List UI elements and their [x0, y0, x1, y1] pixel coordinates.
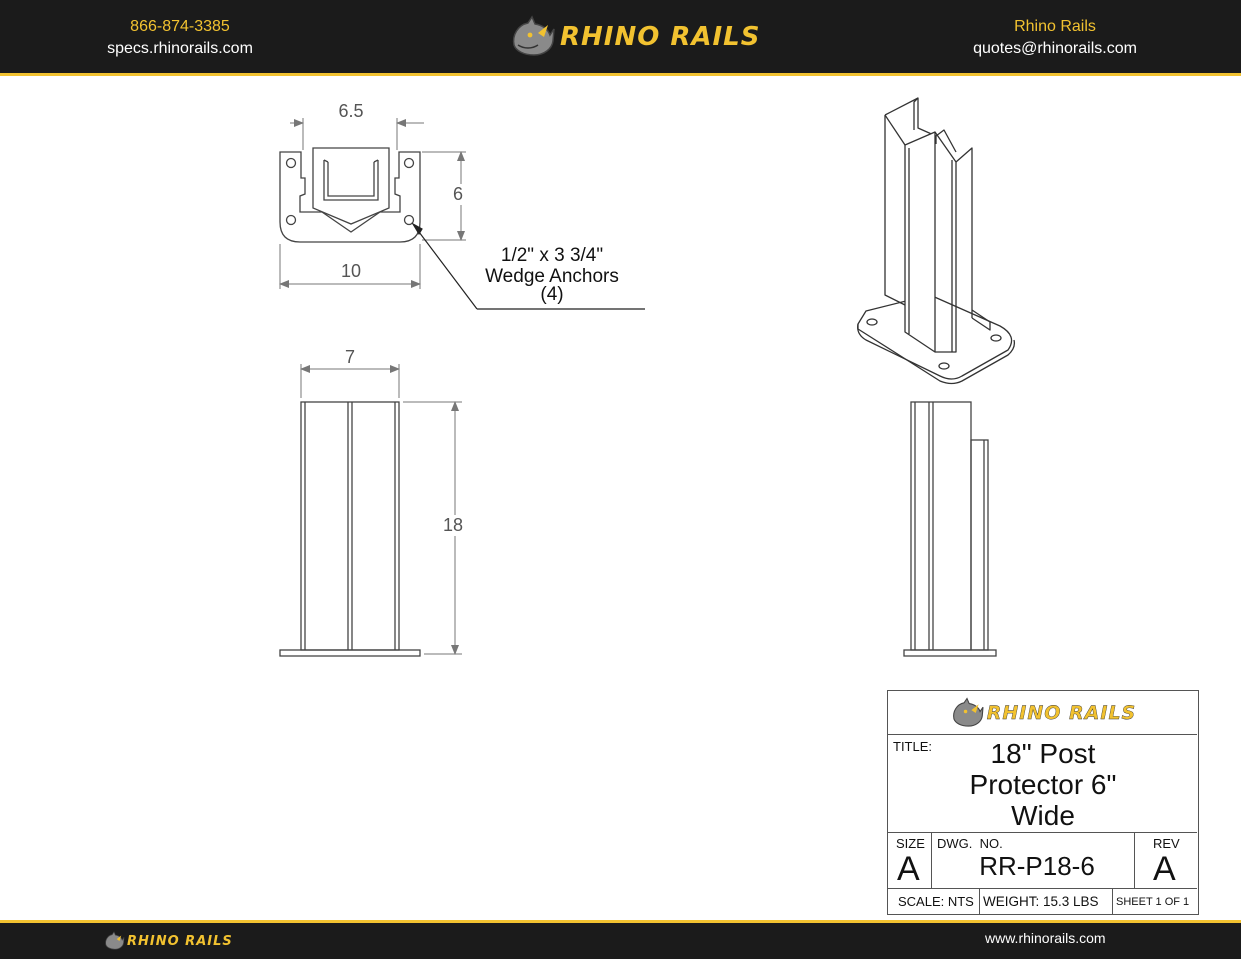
- title-label: TITLE:: [893, 739, 933, 754]
- size-value: A: [897, 850, 920, 888]
- isometric-view: [858, 98, 1015, 384]
- size-label: SIZE: [896, 836, 925, 851]
- title-block: [887, 690, 1199, 915]
- rhino-icon: [949, 697, 985, 729]
- dim-top-depth: 6: [449, 184, 467, 205]
- scale-text: SCALE: NTS: [898, 894, 974, 909]
- dim-front-width: 7: [344, 347, 355, 367]
- front-view: [280, 402, 420, 656]
- rhino-icon: [103, 931, 125, 951]
- rev-label: REV: [1153, 836, 1180, 851]
- dwg-number-cell: [932, 833, 1135, 889]
- anchor-note-type: Wedge Anchors: [485, 266, 619, 287]
- footer-logo[interactable]: [103, 928, 233, 954]
- anchor-note-size: 1/2" x 3 3/4": [500, 245, 604, 266]
- top-view: [280, 148, 420, 242]
- anchor-note: [462, 245, 642, 305]
- title-block-title-cell: [888, 735, 1197, 833]
- footer-bar: [0, 920, 1241, 959]
- header-logo-text: RHINO RAILS: [560, 22, 761, 52]
- header-email-link[interactable]: quotes@rhinorails.com: [973, 40, 1137, 57]
- header-phone[interactable]: 866-874-3385: [130, 18, 230, 35]
- side-view: [904, 402, 996, 656]
- dwg-number-label: DWG. NO.: [937, 836, 1003, 851]
- rev-cell: [1135, 833, 1197, 889]
- top-view-dimensions: [280, 118, 466, 289]
- title-block-logo-text: RHINO RAILS: [986, 701, 1137, 724]
- dim-plate-width: 10: [333, 261, 369, 282]
- dim-front-height: 18: [440, 515, 466, 536]
- drawing-title-line-2: Protector 6": [969, 769, 1117, 800]
- drawing-title: [938, 738, 1148, 831]
- footer-website-link[interactable]: www.rhinorails.com: [985, 930, 1106, 946]
- scale-cell: [888, 889, 980, 914]
- front-view-dimensions: [301, 364, 462, 654]
- weight-text: WEIGHT: 15.3 LBS: [983, 894, 1099, 909]
- header-specs-link[interactable]: specs.rhinorails.com: [107, 40, 253, 57]
- title-block-logo: [888, 691, 1197, 735]
- dim-top-width: 6.5: [338, 101, 364, 121]
- dwg-number-value: RR-P18-6: [979, 851, 1095, 881]
- drawing-title-line-3: Wide: [1011, 800, 1075, 831]
- sheet-cell: [1113, 889, 1197, 914]
- sheet-text: SHEET 1 OF 1: [1116, 896, 1190, 908]
- rev-value: A: [1153, 850, 1176, 888]
- header-company: Rhino Rails: [1014, 18, 1096, 35]
- anchor-note-count: (4): [540, 284, 564, 305]
- size-cell: [888, 833, 932, 889]
- footer-logo-text: RHINO RAILS: [127, 933, 233, 949]
- drawing-title-line-1: 18" Post: [990, 738, 1096, 769]
- weight-cell: [980, 889, 1113, 914]
